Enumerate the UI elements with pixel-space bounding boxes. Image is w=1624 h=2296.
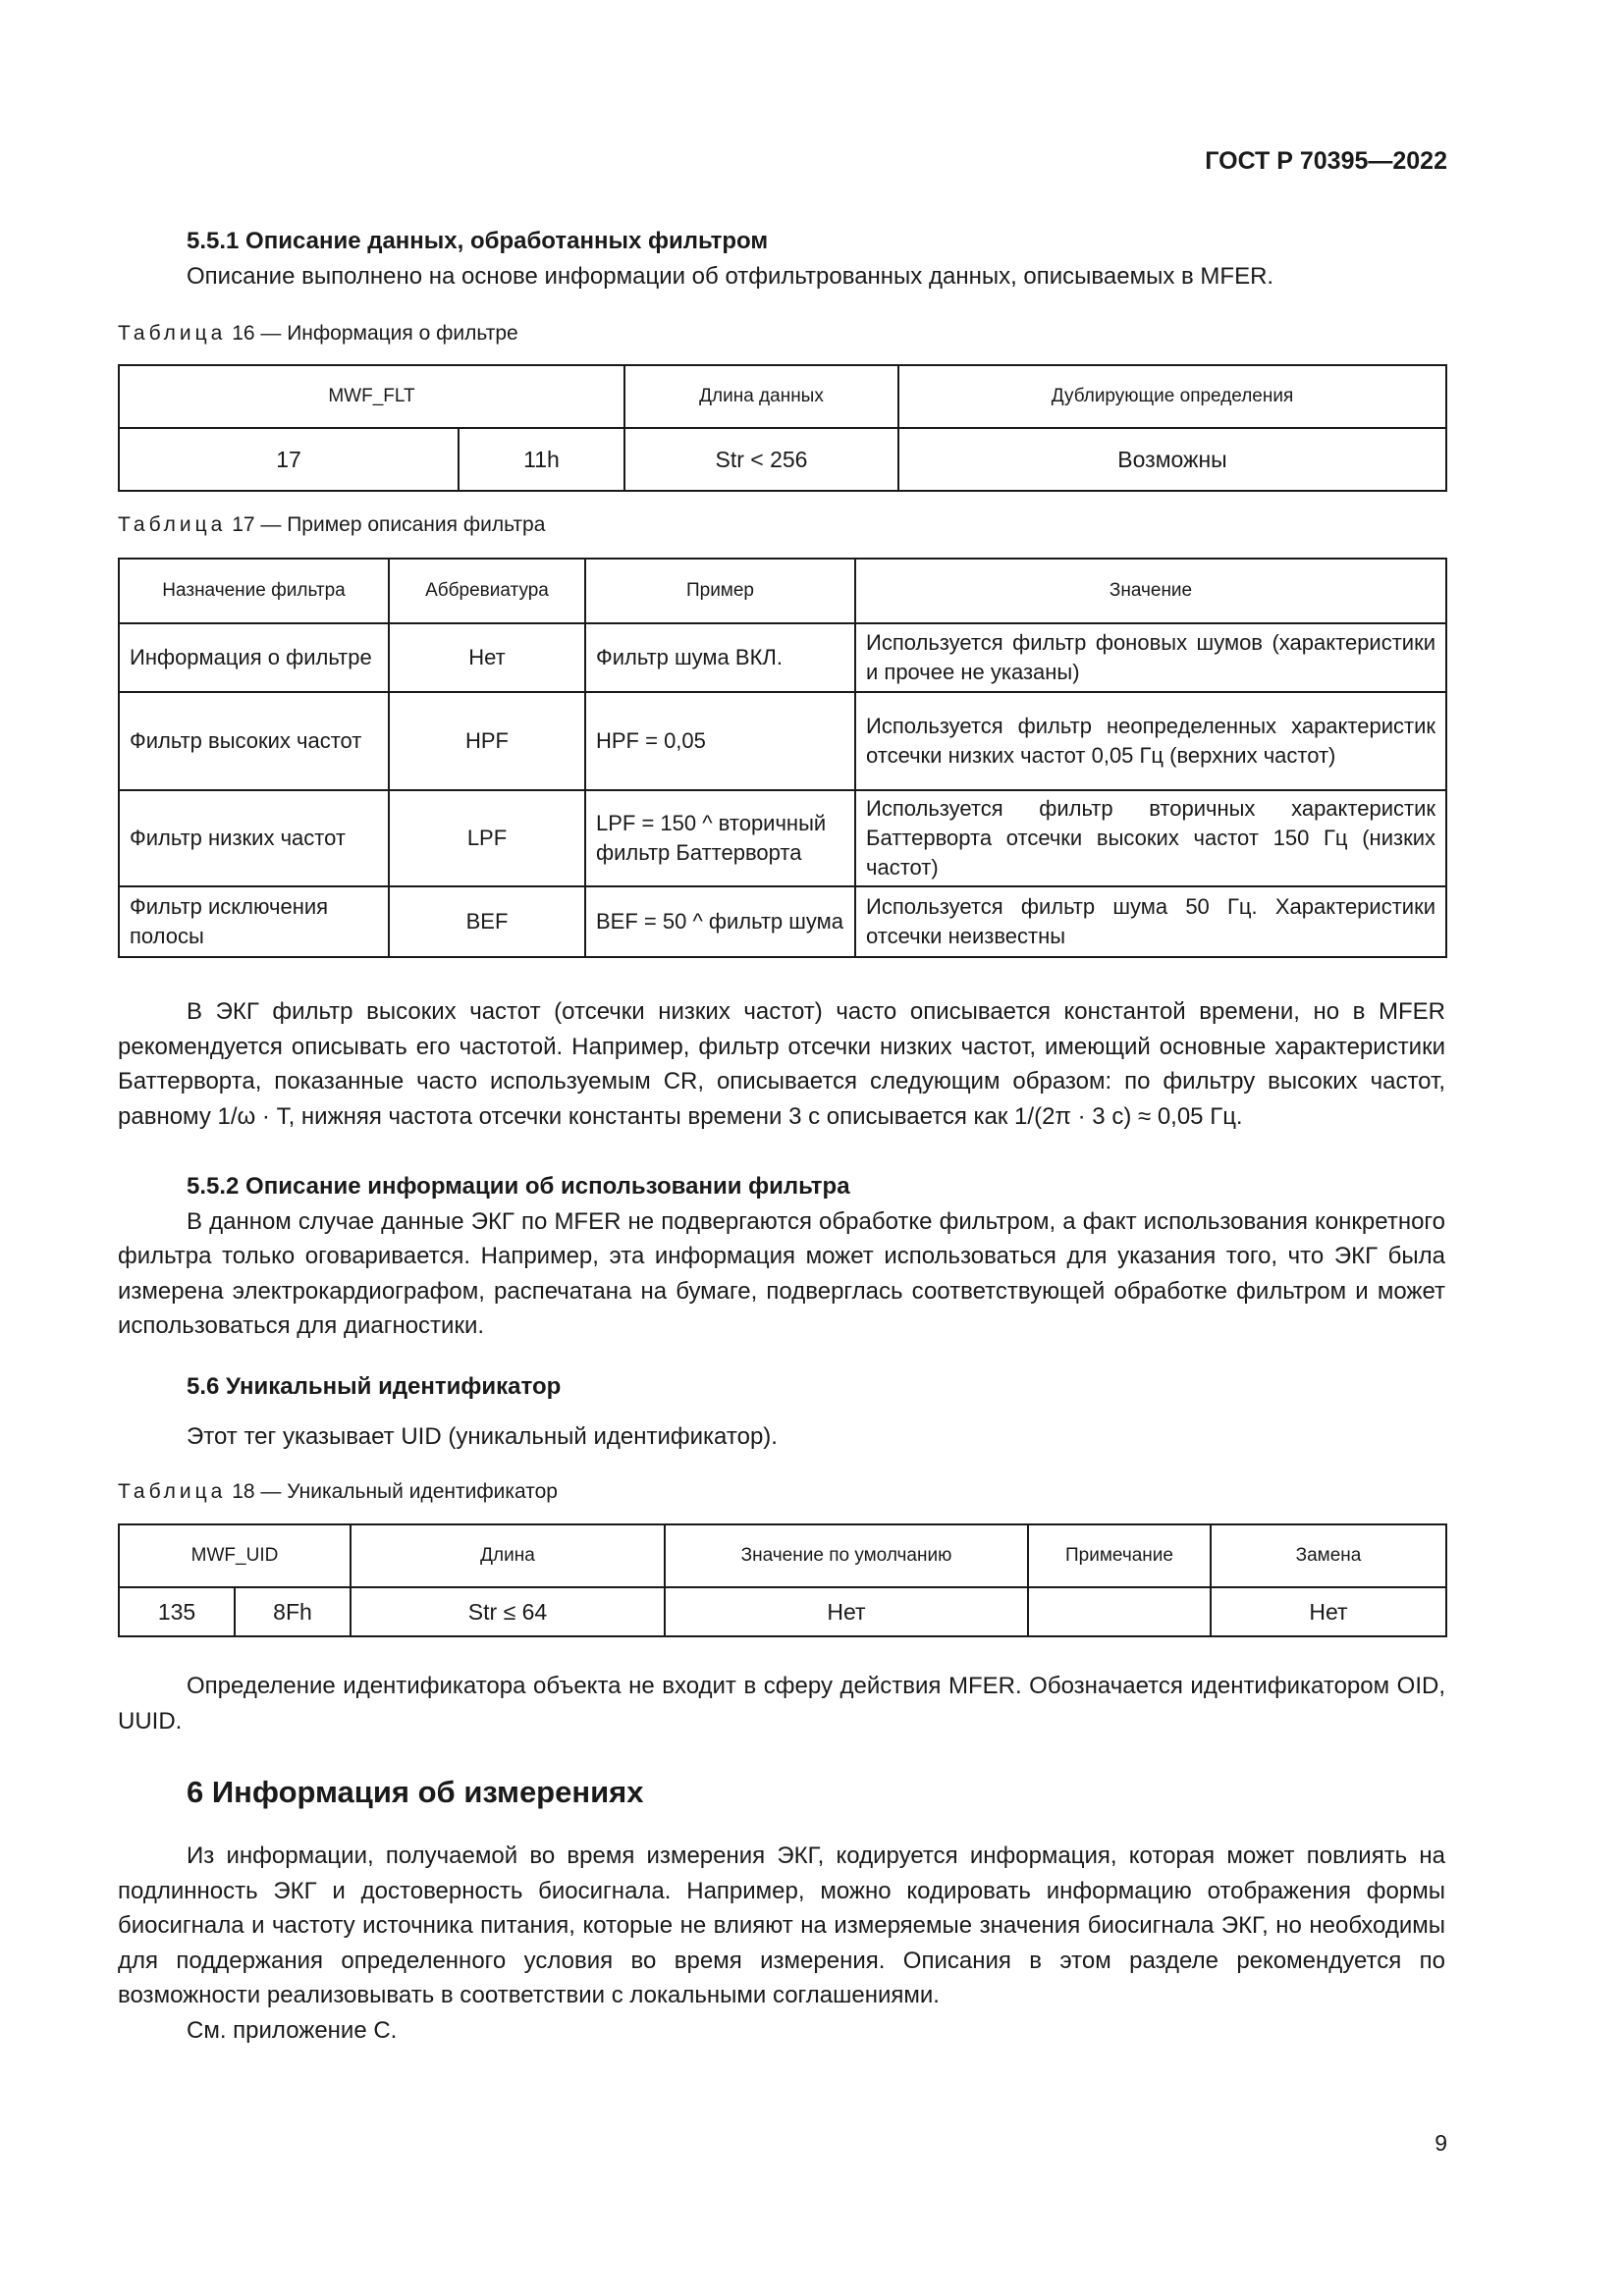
header-cell: Длина данных [624, 365, 898, 428]
paragraph-ecg-filter: В ЭКГ фильтр высоких частот (отсечки низких частот) часто описывается константой времени, но в MFER рекомендуется описывать его частотой. Например, фильтр отсечки низких частот, имеющий основные характеристики Баттерворта, показанные часто используемым CR, описывается следующим образом: по фильтру высоких частот, равному 1/ω · T, нижняя частота отсечки константы времени 3 с описывается как 1/(2π · 3 с) ≈ 0,05 Гц. [118, 998, 1445, 1130]
section-heading: 5.5.1 Описание данных, обработанных фильтром [187, 228, 769, 254]
table-cell [1028, 1587, 1211, 1636]
table-cell: Нет [389, 623, 585, 692]
table-cell: Используется фильтр шума 50 Гц. Характеристики отсечки неизвестны [855, 886, 1446, 957]
table-cell: LPF = 150 ^ вторичный фильтр Баттерворта [585, 790, 855, 886]
header-cell: Замена [1211, 1524, 1446, 1587]
section-5-5-2 [118, 1169, 1445, 1344]
caption-text: 17 — Пример описания фильтра [232, 513, 546, 536]
table-cell: BEF = 50 ^ фильтр шума [585, 886, 855, 957]
table-16 [118, 364, 1447, 492]
header-cell: Аббревиатура [389, 559, 585, 623]
table-cell: 11h [459, 428, 624, 491]
section-6-heading: 6 Информация об измерениях [187, 1775, 644, 1809]
header-cell: Пример [585, 559, 855, 623]
table-18-caption [118, 1480, 558, 1504]
table-cell: Str < 256 [624, 428, 898, 491]
table-17 [118, 558, 1447, 958]
table-header-row [119, 365, 1446, 428]
table-cell: HPF [389, 692, 585, 790]
paragraph: В данном случае данные ЭКГ по MFER не подвергаются обработке фильтром, а факт использования конкретного фильтра только оговаривается. Например, эта информация может использоваться для указания того, что ЭКГ была измерена электрокардиографом, распечатана на бумаге, подверглась соответствующей обработке фильтром и может использоваться для диагностики. [118, 1207, 1445, 1339]
table-row [119, 1587, 1446, 1636]
section-5-6 [118, 1369, 1445, 1454]
table-cell: 17 [119, 428, 459, 491]
table-row [119, 886, 1446, 957]
section-5-5-1 [118, 224, 1445, 294]
header-cell: MWF_FLT [119, 365, 624, 428]
header-cell: Назначение фильтра [119, 559, 389, 623]
table-cell: HPF = 0,05 [585, 692, 855, 790]
table-cell: Информация о фильтре [119, 623, 389, 692]
caption-text: 16 — Информация о фильтре [232, 322, 518, 345]
caption-label: Таблица [118, 1480, 227, 1503]
table-cell: Используется фильтр фоновых шумов (характеристики и прочее не указаны) [855, 623, 1446, 692]
table-cell: Возможны [898, 428, 1446, 491]
header-cell: Дублирующие определения [898, 365, 1446, 428]
table-row [119, 790, 1446, 886]
caption-text: 18 — Уникальный идентификатор [232, 1480, 558, 1503]
table-cell: Используется фильтр неопределенных характеристик отсечки низких частот 0,05 Гц (верхних частот) [855, 692, 1446, 790]
table-18 [118, 1523, 1447, 1637]
paragraph: Из информации, получаемой во время измерения ЭКГ, кодируется информация, которая может повлиять на подлинность ЭКГ и достоверность биосигнала. Например, можно кодировать информацию отображения формы биосигнала и частоту источника питания, которые не влияют на измеряемые значения биосигнала ЭКГ, но необходимы для поддержания определенного условия во время измерения. Описания в этом разделе рекомендуется по возможности реализовывать в соответствии с локальными соглашениями. [118, 1842, 1445, 2008]
table-cell: Фильтр низких частот [119, 790, 389, 886]
header-cell: Примечание [1028, 1524, 1211, 1587]
table-cell: Фильтр исключения полосы [119, 886, 389, 957]
table-cell: Фильтр высоких частот [119, 692, 389, 790]
header-cell: MWF_UID [119, 1524, 351, 1587]
table-cell: Нет [1211, 1587, 1446, 1636]
table-row [119, 692, 1446, 790]
table-cell: Используется фильтр вторичных характеристик Баттерворта отсечки высоких частот 150 Гц (низких частот) [855, 790, 1446, 886]
table-row [119, 623, 1446, 692]
table-header-row [119, 559, 1446, 623]
table-row [119, 428, 1446, 491]
see-also: См. приложение С. [187, 2016, 398, 2044]
caption-label: Таблица [118, 322, 227, 345]
paragraph: Этот тег указывает UID (уникальный идентификатор). [187, 1422, 778, 1450]
paragraph-uid: Определение идентификатора объекта не входит в сферу действия MFER. Обозначается идентификатором OID, UUID. [118, 1673, 1445, 1735]
table-header-row [119, 1524, 1446, 1587]
table-cell: LPF [389, 790, 585, 886]
paragraph: Описание выполнено на основе информации об отфильтрованных данных, описываемых в MFER. [187, 262, 1274, 290]
table-cell: 135 [119, 1587, 235, 1636]
table-cell: Фильтр шума ВКЛ. [585, 623, 855, 692]
table-17-caption [118, 513, 545, 537]
section-heading: 5.6 Уникальный идентификатор [187, 1373, 562, 1400]
header-cell: Значение по умолчанию [665, 1524, 1028, 1587]
header-cell: Длина [351, 1524, 665, 1587]
table-cell: Нет [665, 1587, 1028, 1636]
table-16-caption [118, 322, 518, 346]
caption-label: Таблица [118, 513, 227, 536]
header-cell: Значение [855, 559, 1446, 623]
standard-code: ГОСТ Р 70395—2022 [1205, 147, 1447, 175]
table-cell: 8Fh [235, 1587, 351, 1636]
section-heading: 5.5.2 Описание информации об использовании фильтра [187, 1173, 850, 1200]
page-number: 9 [1435, 2130, 1447, 2156]
table-cell: Str ≤ 64 [351, 1587, 665, 1636]
section-6 [118, 1839, 1445, 2048]
table-cell: BEF [389, 886, 585, 957]
